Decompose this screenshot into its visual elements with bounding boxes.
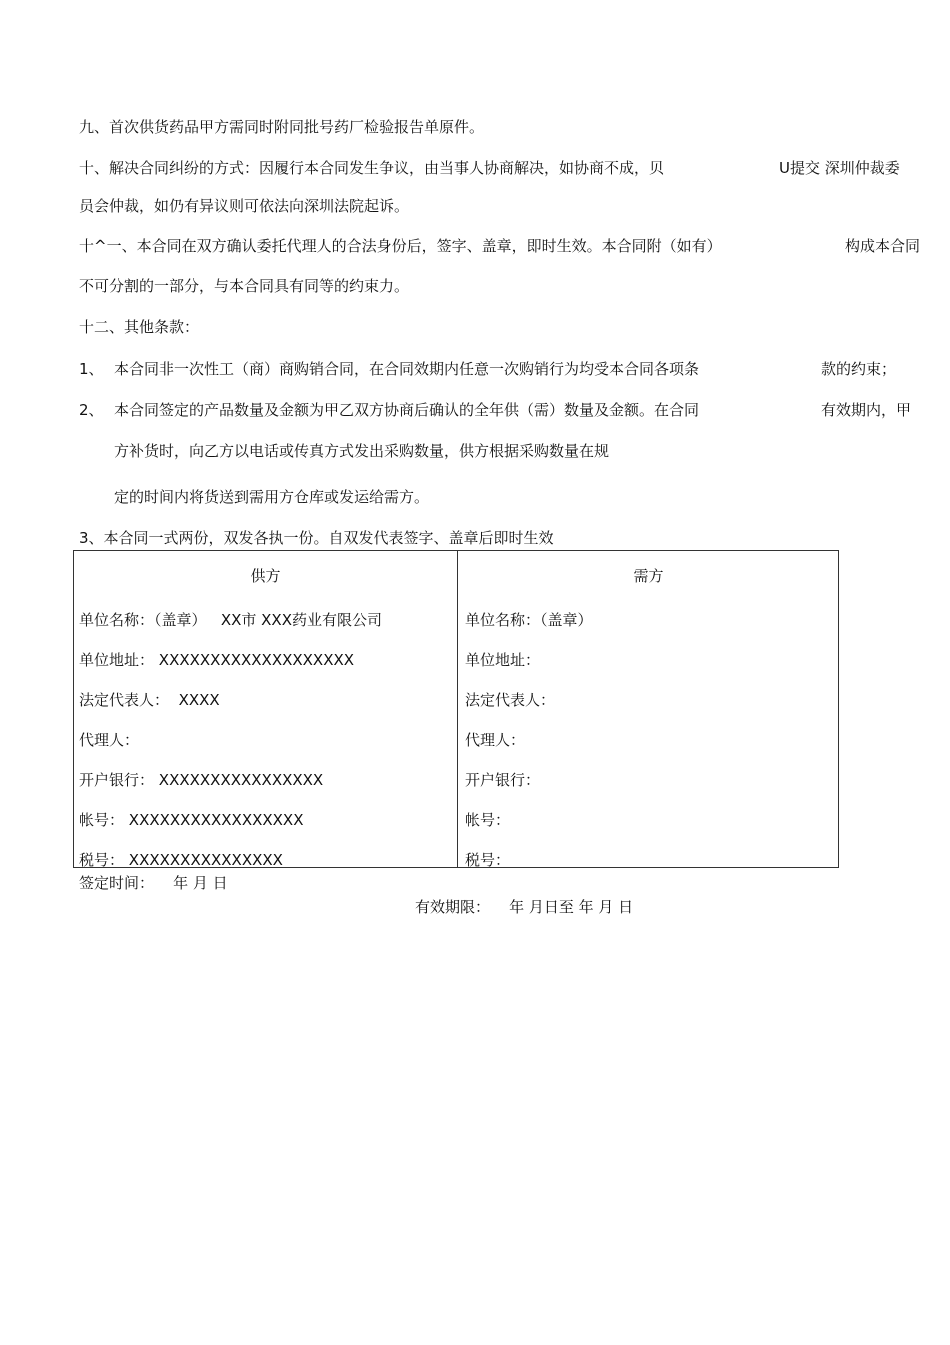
validity-value: 年 月日至 年 月 日 — [509, 898, 634, 916]
item-1-text-b: 款的约束； — [821, 360, 897, 378]
clause-11-line1 — [79, 236, 929, 256]
parties-table — [73, 550, 839, 868]
supplier-tax-row — [79, 849, 283, 870]
supplier-tax-label: 税号： — [79, 851, 125, 869]
clause-12-heading: 十二、其他条款： — [79, 318, 200, 336]
buyer-name-label: 单位名称：（盖章） — [465, 611, 593, 629]
sign-date — [79, 873, 228, 893]
item-1 — [79, 359, 929, 379]
item-2-line3: 定的时间内将货送到需用方仓库或发运给需方。 — [114, 488, 430, 506]
buyer-bank-label: 开户银行： — [465, 771, 541, 789]
clause-10-line2: 员会仲裁，如仍有异议则可依法向深圳法院起诉。 — [79, 197, 410, 215]
supplier-rep-row — [79, 689, 220, 710]
validity-period — [415, 897, 633, 917]
sign-date-value: 年 月 日 — [173, 874, 228, 892]
supplier-tax-value: XXXXXXXXXXXXXXX — [128, 851, 283, 869]
supplier-rep-label: 法定代表人： — [79, 691, 170, 709]
supplier-account-row — [79, 809, 304, 830]
supplier-bank-row — [79, 769, 323, 790]
clause-10-line1 — [79, 158, 929, 178]
supplier-address-row — [79, 649, 354, 670]
supplier-bank-label: 开户银行： — [79, 771, 155, 789]
supplier-name-row — [79, 609, 382, 630]
supplier-account-value: XXXXXXXXXXXXXXXXX — [128, 811, 304, 829]
item-2-number: 2、 — [79, 401, 104, 419]
item-3: 3、本合同一式两份，双发各执一份。自双发代表签字、盖章后即时生效 — [79, 529, 554, 547]
clause-11-text-a: 十^一、本合同在双方确认委托代理人的合法身份后，签字、盖章，即时生效。本合同附（如有） — [79, 237, 722, 255]
item-2-line2: 方补货时，向乙方以电话或传真方式发出采购数量，供方根据采购数量在规 — [114, 442, 610, 460]
supplier-name-value: XX市 XXX药业有限公司 — [220, 611, 382, 629]
item-1-text-a: 本合同非一次性工（商）商购销合同，在合同效期内任意一次购销行为均受本合同各项条 — [114, 360, 700, 378]
buyer-agent-label: 代理人： — [465, 731, 526, 749]
supplier-bank-value: XXXXXXXXXXXXXXXX — [158, 771, 324, 789]
supplier-agent-label: 代理人： — [79, 731, 140, 749]
item-2-text-b: 有效期内，甲 — [821, 401, 912, 419]
clause-11-text-b: 构成本合同 — [845, 237, 921, 255]
supplier-header: 供方 — [250, 567, 281, 585]
clause-11-line2: 不可分割的一部分，与本合同具有同等的约束力。 — [79, 277, 410, 295]
item-1-number: 1、 — [79, 360, 104, 378]
buyer-tax-label: 税号： — [465, 851, 511, 869]
clause-9: 九、首次供货药品甲方需同时附同批号药厂检验报告单原件。 — [79, 118, 485, 136]
clause-10-text-b: U提交 深圳仲裁委 — [779, 159, 900, 177]
supplier-address-value: XXXXXXXXXXXXXXXXXXX — [158, 651, 355, 669]
buyer-header: 需方 — [633, 567, 664, 585]
buyer-account-label: 帐号： — [465, 811, 511, 829]
item-2-text-a: 本合同签定的产品数量及金额为甲乙双方协商后确认的全年供（需）数量及金额。在合同 — [114, 401, 700, 419]
clause-10-text-a: 十、解决合同纠纷的方式：因履行本合同发生争议，由当事人协商解决，如协商不成，贝 — [79, 159, 665, 177]
buyer-rep-label: 法定代表人： — [465, 691, 556, 709]
supplier-account-label: 帐号： — [79, 811, 125, 829]
sign-date-label: 签定时间： — [79, 874, 155, 892]
buyer-address-label: 单位地址： — [465, 651, 541, 669]
supplier-name-label: 单位名称：（盖章） — [79, 611, 207, 629]
validity-label: 有效期限： — [415, 898, 491, 916]
table-divider — [457, 551, 458, 867]
supplier-address-label: 单位地址： — [79, 651, 155, 669]
item-2 — [79, 400, 929, 420]
supplier-rep-value: XXXX — [178, 691, 220, 709]
